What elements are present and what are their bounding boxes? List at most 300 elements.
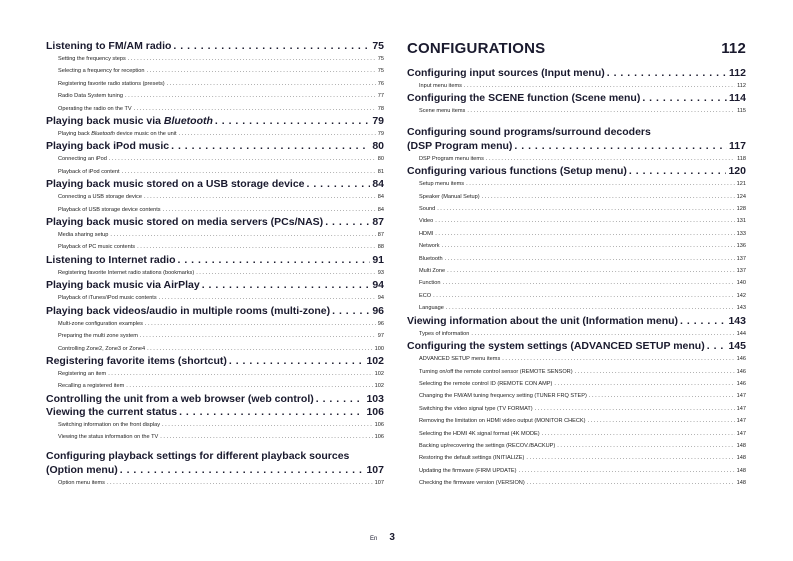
dot-leader [110,229,375,241]
page-ref: 78 [377,105,384,112]
section-title [407,165,627,178]
dot-leader [437,203,734,215]
dot-leader [435,215,734,227]
entry-title-text: Turning on/off the remote control sensor (REMOTE SENSOR) [419,368,573,375]
language-label: En [370,536,378,542]
section-title-line1[interactable]: Configuring sound programs/surround decoders [407,125,651,138]
entry-title-text: Playing back music via [46,115,161,128]
page-ref: 102 [366,354,384,367]
entry-title-text: Playback of iTunes/iPod music contents [58,295,157,302]
subentry-title [58,166,120,178]
toc-section [46,393,384,406]
toc-subentry[interactable] [407,203,746,215]
page-ref: 79 [377,131,384,138]
subentry-title [419,253,443,265]
configurations-heading[interactable] [407,40,746,57]
entry-title-text: Listening to Internet radio [46,253,176,266]
toc-section-heading[interactable] [46,464,384,477]
subentry-title [58,53,126,65]
toc-subentry[interactable] [407,191,746,203]
entry-title-text: Connecting a USB storage device [58,194,142,201]
toc-subentry[interactable] [407,215,746,227]
toc-subentry[interactable] [407,105,746,117]
toc-subentry[interactable] [46,330,384,342]
dot-leader [557,440,734,452]
section-title [46,464,118,477]
toc-subentry[interactable] [46,241,384,253]
subentry-title [419,452,524,464]
dot-leader [325,216,370,229]
dot-leader [122,166,376,178]
toc-section-heading[interactable] [46,355,384,368]
page-ref: 114 [729,92,746,105]
toc-subentry[interactable] [46,191,384,203]
entry-title-text: Registering favorite radio stations (presets) [58,80,165,87]
entry-title-text: DSP Program menu items [419,155,484,162]
toc-subentry[interactable] [407,178,746,190]
entry-title-text: HDMI [419,230,434,237]
entry-title-text: Selecting a frequency for reception [58,68,145,75]
entry-title-text: Types of information [419,330,470,337]
entry-title-text: Controlling Zone2, Zone3 or Zone4 [58,345,146,352]
page-ref: 148 [736,455,746,462]
toc-subentry[interactable] [407,228,746,240]
subentry-title [58,65,144,77]
dot-leader [146,65,375,77]
dot-leader [215,115,370,128]
toc-subentry[interactable] [46,65,384,77]
entry-title-text: Configuring the system settings (ADVANCED SETUP menu) [407,340,705,353]
page-ref: 112 [729,67,746,79]
entry-title-text: Playback of USB storage device contents [58,206,161,213]
dot-leader [527,477,735,489]
page-ref: 75 [372,40,384,52]
entry-title-text: Video [419,218,434,225]
toc-section [46,279,384,304]
dot-leader [109,153,376,165]
toc-subentry[interactable] [46,343,384,355]
toc-subentry[interactable] [46,153,384,165]
page-ref: 144 [736,330,746,337]
subentry-title [419,353,500,365]
dot-leader [435,228,734,240]
entry-title-text: Playing back [58,131,90,138]
toc-section-heading[interactable] [407,140,746,153]
entry-title-text: Restoring the default settings (INITIALIZE) [419,455,525,462]
dot-leader [707,340,727,353]
page-ref: 77 [377,93,384,100]
section-title-line1[interactable]: Configuring playback settings for different playback sources [46,449,350,462]
toc-subentry[interactable] [46,229,384,241]
subentry-title [419,80,462,92]
subentry-title [58,380,124,392]
toc-subentry[interactable] [46,53,384,65]
toc-section-heading[interactable] [46,406,384,419]
toc-subentry[interactable] [46,292,384,304]
dot-leader [179,128,376,140]
dot-leader [108,368,372,380]
entry-title-text: Checking the firmware version (VERSION) [419,480,525,487]
toc-subentry[interactable] [46,267,384,279]
page-ref: 106 [366,405,384,418]
dot-leader [145,318,376,330]
toc-subentry[interactable] [46,318,384,330]
dot-leader [137,241,376,253]
page-ref: 100 [374,345,384,352]
entry-title-text: Preparing the multi zone system [58,333,138,340]
page-ref: 115 [737,108,746,115]
toc-section [46,40,384,115]
entry-title-text: Playback of iPod content [58,168,120,175]
dot-leader [445,253,735,265]
dot-leader [171,140,370,153]
toc-section-heading[interactable] [46,140,384,153]
subentry-title [419,302,444,314]
dot-leader [575,366,735,378]
dot-leader [447,265,735,277]
dot-leader [120,464,365,477]
toc-subentry[interactable] [407,80,746,92]
dot-leader [163,204,376,216]
subentry-title [419,215,433,227]
subentry-title [419,290,431,302]
page-ref: 96 [372,304,384,317]
entry-title-text: Registering an item [58,370,107,377]
toc-section-heading[interactable] [46,216,384,229]
subentry-title [419,265,445,277]
toc-section-heading[interactable] [407,165,746,178]
subentry-title [419,390,587,402]
page-ref: 112 [737,83,746,89]
subentry-title [419,105,465,117]
toc-section [46,178,384,216]
entry-title-text: Viewing the current status [46,405,178,418]
entry-title-text: ECO [419,292,432,299]
toc-section-heading[interactable] [407,67,746,80]
page-ref: 121 [736,181,746,188]
toc-right-column [407,40,746,490]
dot-leader [316,393,365,406]
entry-title-text: Changing the FM/AM tuning frequency setting (TUNER FRQ STEP) [419,393,587,400]
toc-section [407,92,746,117]
entry-title-text: Registering favorite items (shortcut) [46,354,227,367]
page-ref: 84 [377,206,384,213]
dot-leader [229,355,365,368]
dot-leader [466,178,735,190]
dot-leader [629,165,727,178]
page-ref: 143 [736,305,746,312]
toc-subentry[interactable] [46,166,384,178]
toc-subentry[interactable] [407,428,746,440]
toc-section-heading[interactable] [46,40,384,53]
entry-title-text: Switching information on the front display [58,421,160,428]
subentry-title [58,90,123,102]
toc-subentry[interactable] [407,390,746,402]
entry-title-text: Multi Zone [419,268,446,275]
toc-subentry[interactable] [407,328,746,340]
entry-title-text: Configuring input sources (Input menu) [407,67,605,79]
page-ref: 143 [728,314,746,327]
page-ref: 137 [736,268,746,275]
subentry-title [58,229,108,241]
dot-leader [160,431,372,443]
page-ref: 93 [377,269,384,276]
dot-leader [542,428,735,440]
entry-title-text: Playing back music stored on media servers (PCs/NAS) [46,216,324,229]
toc-subentry[interactable] [46,368,384,380]
page-ref: 117 [729,139,746,152]
toc-section-heading[interactable] [46,115,384,128]
subentry-title [58,292,157,304]
dot-leader [196,267,376,279]
dot-leader [159,292,376,304]
toc-subentry[interactable] [407,403,746,415]
entry-title-text: Network [419,243,440,250]
page-ref: 87 [377,232,384,239]
section-title [407,315,678,328]
toc-section [46,305,384,355]
entry-title-text: Playing back music stored on a USB storage device [46,178,305,191]
toc-section [407,165,746,314]
page-ref: 107 [366,463,384,476]
page-ref: 146 [736,380,746,387]
subentry-title [419,415,586,427]
toc-subentry[interactable] [407,378,746,390]
entry-title-italic: Bluetooth [91,131,115,138]
page-ref: 142 [736,292,746,299]
dot-leader [471,328,734,340]
subentry-title [58,204,161,216]
page-ref: 79 [372,115,384,128]
toc-section [46,355,384,393]
subentry-title [419,328,469,340]
entry-title-text: Sound [419,206,436,213]
toc-left-column [46,40,384,489]
toc-subentry[interactable] [407,465,746,477]
entry-title-text: Viewing information about the unit (Information menu) [407,314,679,327]
page-ref: 80 [372,140,384,153]
entry-title-text: Recalling a registered item [58,383,125,390]
subentry-title [58,191,142,203]
toc-subentry[interactable] [407,366,746,378]
dot-leader [147,343,373,355]
page-ref: 102 [374,370,384,377]
page-ref: 137 [736,255,746,262]
page-ref: 147 [736,405,746,412]
dot-leader [125,90,376,102]
entry-title-text: Multi-zone configuration examples [58,320,143,327]
toc-section [46,406,384,444]
subentry-title [58,103,132,115]
dot-leader [442,240,735,252]
toc-subentry[interactable] [46,90,384,102]
entry-title-suffix: device music on the unit [116,131,177,138]
dot-leader [162,419,373,431]
entry-title-text: Switching the video signal type (TV FORMAT) [419,405,533,412]
page-ref: 102 [374,383,384,390]
section-title [46,279,200,292]
page-ref: 120 [728,165,746,178]
toc-subentry[interactable] [46,204,384,216]
page-ref: 87 [372,216,384,229]
page-ref: 94 [377,295,384,302]
dot-leader [442,277,734,289]
toc-section [407,315,746,340]
entry-title-text: Playback of PC music contents [58,244,136,251]
dot-leader [107,477,373,489]
toc-subentry[interactable] [407,277,746,289]
subentry-title [58,419,160,431]
entry-title-text: Controlling the unit from a web browser (web control) [46,392,314,405]
toc-section [46,115,384,140]
dot-leader [446,302,735,314]
toc-section-heading[interactable] [46,393,384,406]
dot-leader [514,140,727,153]
page-ref: 94 [372,279,384,292]
page-ref: 136 [736,243,746,250]
toc-section-heading[interactable] [46,178,384,191]
subentry-title [419,403,533,415]
page-ref: 133 [736,230,746,237]
dot-leader [502,353,734,365]
page-footer [370,532,395,543]
entry-title-text: Playing back videos/audio in multiple rooms (multi-zone) [46,304,331,317]
dot-leader [467,105,735,117]
subentry-title [419,240,440,252]
subentry-title [419,191,480,203]
section-title [46,305,330,318]
toc-subentry[interactable] [46,477,384,489]
toc-subentry[interactable] [46,419,384,431]
subentry-title [419,378,552,390]
entry-title-italic: Bluetooth [163,115,213,128]
entry-title-text: Listening to FM/AM radio [46,40,172,52]
toc-subentry[interactable] [407,440,746,452]
toc-section [407,67,746,92]
entry-title-text: Radio Data System tuning [58,93,123,100]
section-title [407,92,640,105]
page-ref: 103 [366,392,384,405]
toc-subentry[interactable] [407,240,746,252]
dot-leader [607,67,727,80]
entry-title-text: Media sharing setup [58,232,109,239]
entry-title-text: Playing back music via AirPlay [46,279,200,292]
toc-section-heading[interactable] [407,315,746,328]
page-ref: 140 [736,280,746,287]
entry-title-text: Function [419,280,441,287]
toc-section-heading[interactable] [407,92,746,105]
entry-title-text: Backing up/recovering the settings (RECOV./BACKUP) [419,442,556,449]
subentry-title [419,277,440,289]
dot-leader [332,305,370,318]
entry-title-text: Input menu items [419,83,462,89]
toc-subentry[interactable] [407,302,746,314]
toc-subentry[interactable] [46,380,384,392]
subentry-title [419,477,525,489]
toc-subentry[interactable] [407,253,746,265]
entry-title-text: Registering favorite Internet radio stations (bookmarks) [58,269,195,276]
toc-subentry[interactable] [407,265,746,277]
toc-section-heading[interactable] [407,340,746,353]
toc-subentry[interactable] [407,353,746,365]
subentry-title [58,330,138,342]
subentry-title [58,267,194,279]
subentry-title [419,366,573,378]
page-ref: 75 [377,56,384,62]
page-ref: 148 [736,467,746,474]
dot-leader [642,92,727,105]
toc-section [46,449,384,489]
toc-subentry[interactable] [46,431,384,443]
page-ref: 84 [372,178,384,191]
toc-subentry[interactable] [407,153,746,165]
entry-title-text: (Option menu) [46,463,118,476]
dot-leader [173,40,370,53]
page-ref: 91 [372,253,384,266]
entry-title-text: Bluetooth [419,255,443,262]
page-ref: 145 [728,340,746,353]
page-ref: 128 [736,206,746,213]
toc-subentry[interactable] [46,78,384,90]
dot-leader [128,53,376,65]
toc-section [46,140,384,178]
toc-subentry[interactable] [46,128,384,140]
toc-subentry[interactable] [46,103,384,115]
subentry-title [419,153,484,165]
section-title [46,355,227,368]
dot-leader [140,330,376,342]
page-ref: 147 [736,393,746,400]
section-title [46,115,213,128]
toc-subentry[interactable] [407,452,746,464]
toc-subentry[interactable] [407,477,746,489]
entry-title-text: Updating the firmware (FIRM UPDATE) [419,467,517,474]
toc-section-heading[interactable] [46,305,384,318]
toc-section [407,340,746,489]
dot-leader [202,279,371,292]
page-ref: 147 [736,418,746,425]
dot-leader [535,403,735,415]
section-title [46,254,176,267]
subentry-title [419,428,540,440]
toc-subentry[interactable] [407,415,746,427]
page-ref: 106 [374,421,384,428]
entry-title-text: Scene menu items [419,108,466,115]
section-title [46,40,171,53]
toc-section-heading[interactable] [46,254,384,267]
toc-section [46,254,384,279]
page-ref: 96 [377,320,384,327]
entry-title-text: Removing the limitation on HDMI video output (MONITOR CHECK) [419,418,586,425]
dot-leader [486,153,735,165]
subentry-title [419,465,517,477]
page-ref: 148 [736,480,746,487]
subentry-title [58,431,158,443]
entry-title-text: Viewing the status information on the TV [58,434,159,441]
page-ref: 80 [377,156,384,163]
entry-title-text: Setup menu items [419,181,465,188]
entry-title-text: Configuring the SCENE function (Scene menu) [407,92,641,105]
dot-leader [144,191,376,203]
toc-section [407,125,746,165]
entry-title-text: (DSP Program menu) [407,139,513,152]
entry-title-text: Speaker (Manual Setup) [419,193,480,200]
dot-leader [526,452,734,464]
page-ref: 146 [736,368,746,375]
toc-section-heading[interactable] [46,279,384,292]
toc-subentry[interactable] [407,290,746,302]
page-ref: 88 [377,244,384,251]
